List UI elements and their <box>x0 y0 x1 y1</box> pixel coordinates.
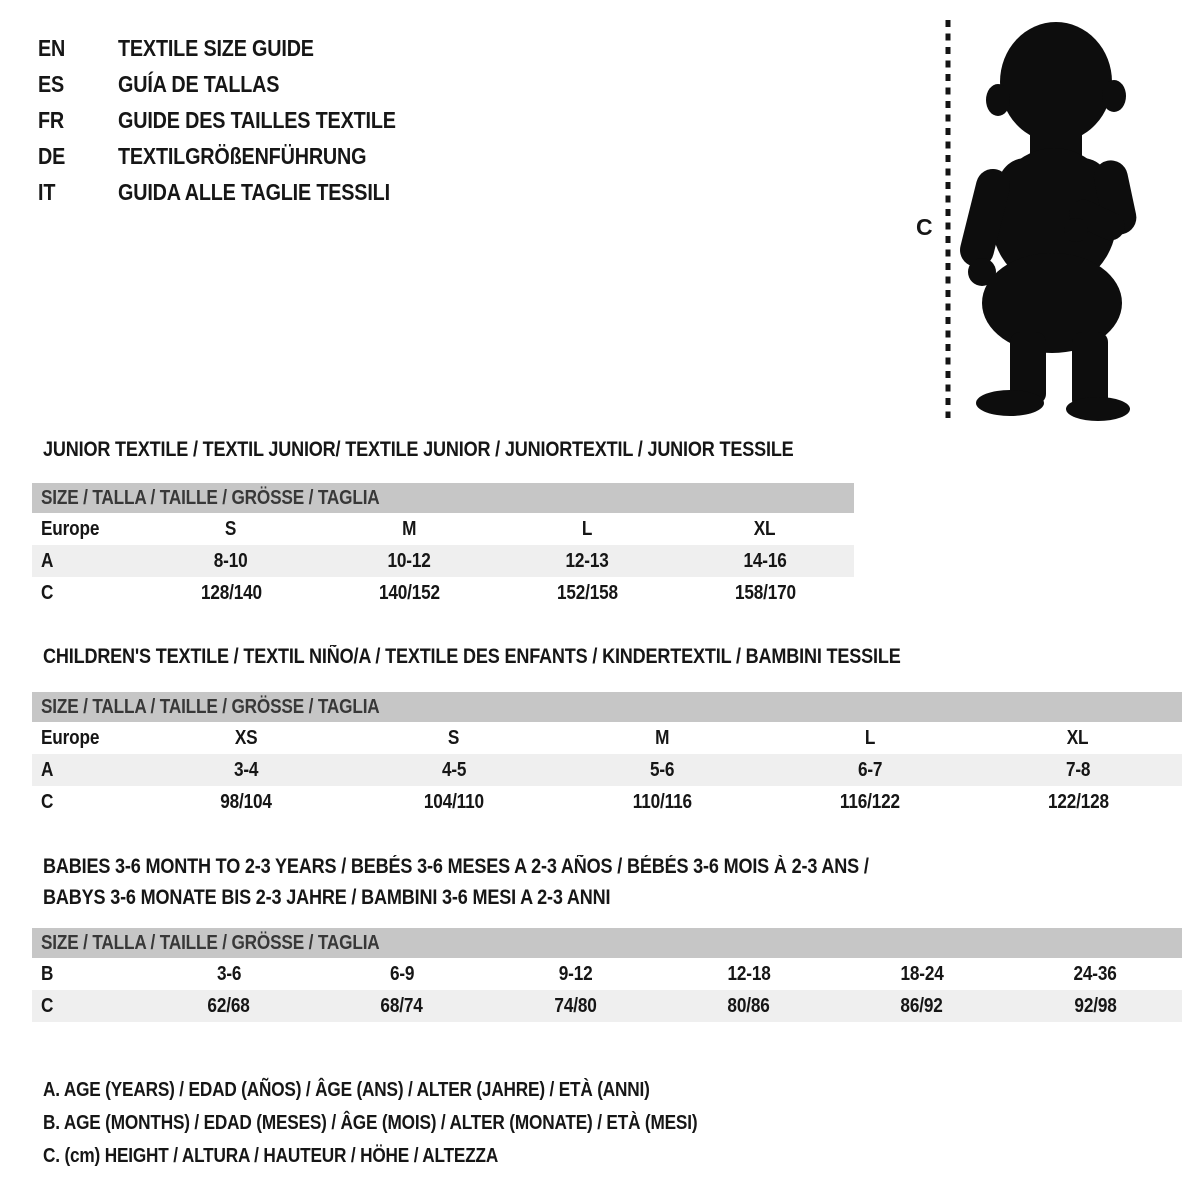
row-label: Europe <box>41 517 100 540</box>
cell-value: 12-18 <box>727 962 771 985</box>
cell-value: 7-8 <box>1065 758 1091 781</box>
section-heading-babies-line1: BABIES 3-6 MONTH TO 2-3 YEARS / BEBÉS 3-6 MESES A 2-3 AÑOS / BÉBÉS 3-6 MOIS À 2-3 ANS / <box>43 855 869 878</box>
cell-value: 92/98 <box>1074 994 1117 1017</box>
cell-value: 62/68 <box>207 994 250 1017</box>
cell-value: 68/74 <box>380 994 424 1017</box>
size-table-children <box>32 692 1182 818</box>
cell-value: 6-7 <box>857 758 883 781</box>
guide-title-fr: GUIDE DES TAILLES TEXTILE <box>118 106 396 133</box>
legend-line-b-text: B. AGE (MONTHS) / EDAD (MESES) / ÂGE (MOIS) / ALTER (MONATE) / ETÀ (MESI) <box>43 1112 698 1134</box>
row-label: C <box>41 994 54 1017</box>
cell-value: 74/80 <box>554 994 597 1017</box>
cell-value: 98/104 <box>220 790 272 813</box>
cell-value: 86/92 <box>900 994 944 1017</box>
language-code: FR <box>38 106 65 133</box>
row-label: Europe <box>41 726 100 749</box>
cell-value: 4-5 <box>441 758 467 781</box>
size-table-junior <box>32 483 854 609</box>
guide-title-es: GUÍA DE TALLAS <box>118 70 280 97</box>
cell-value: XL <box>1067 726 1089 749</box>
language-title-list <box>38 30 441 210</box>
size-bar-text: SIZE / TALLA / TAILLE / GRÖSSE / TAGLIA <box>41 695 380 718</box>
cell-value: 24-36 <box>1073 962 1117 985</box>
cell-value: L <box>864 726 876 749</box>
cell-value: L <box>581 517 593 540</box>
legend-line-c-text: C. (cm) HEIGHT / ALTURA / HAUTEUR / HÖHE / ALTEZZA <box>43 1145 499 1167</box>
size-bar <box>32 483 854 513</box>
language-code: DE <box>38 142 66 169</box>
cell-value: 80/86 <box>727 994 770 1017</box>
cell-value: S <box>225 517 237 540</box>
table-row-europe <box>32 722 1182 754</box>
table-row-height-cm <box>32 786 1182 818</box>
legend-line-a-text: A. AGE (YEARS) / EDAD (AÑOS) / ÂGE (ANS) / ALTER (JAHRE) / ETÀ (ANNI) <box>43 1079 650 1101</box>
legend-line-c <box>43 1140 804 1173</box>
size-bar <box>32 692 1182 722</box>
cell-value: 158/170 <box>734 581 796 604</box>
language-code: EN <box>38 34 66 61</box>
section-heading-babies <box>43 851 1003 913</box>
cell-value: 6-9 <box>389 962 415 985</box>
size-bar-text: SIZE / TALLA / TAILLE / GRÖSSE / TAGLIA <box>41 486 380 509</box>
section-heading-junior-text: JUNIOR TEXTILE / TEXTIL JUNIOR/ TEXTILE JUNIOR / JUNIORTEXTIL / JUNIOR TESSILE <box>43 438 794 461</box>
cell-value: M <box>401 517 417 540</box>
table-row-europe <box>32 513 854 545</box>
language-row-es <box>38 66 441 102</box>
section-heading-babies-line2: BABYS 3-6 MONATE BIS 2-3 JAHRE / BAMBINI 3-6 MESI A 2-3 ANNI <box>43 886 611 909</box>
cell-value: 140/152 <box>378 581 440 604</box>
guide-title-it: GUIDA ALLE TAGLIE TESSILI <box>118 178 390 205</box>
cell-value: 14-16 <box>743 549 787 572</box>
size-table-babies <box>32 928 1182 1022</box>
cell-value: 3-6 <box>216 962 241 985</box>
cell-value: 128/140 <box>200 581 262 604</box>
cell-value: M <box>654 726 670 749</box>
section-heading-children <box>43 641 1040 672</box>
language-row-it <box>38 174 441 210</box>
table-row-age-years <box>32 545 854 577</box>
cell-value: 3-4 <box>233 758 259 781</box>
guide-title-de: TEXTILGRÖßENFÜHRUNG <box>118 142 367 169</box>
legend-line-a <box>43 1074 804 1107</box>
table-row-age-months <box>32 958 1182 990</box>
cell-value: XS <box>234 726 258 749</box>
size-bar <box>32 928 1182 958</box>
cell-value: 10-12 <box>387 549 431 572</box>
size-bar-text: SIZE / TALLA / TAILLE / GRÖSSE / TAGLIA <box>41 931 380 954</box>
cell-value: 110/116 <box>632 790 692 813</box>
section-heading-junior <box>43 434 916 465</box>
row-label: A <box>41 549 54 572</box>
row-label: B <box>41 962 54 985</box>
height-measure-label: C <box>916 214 933 240</box>
cell-value: 9-12 <box>558 962 593 985</box>
cell-value: 8-10 <box>214 549 248 572</box>
section-heading-children-text: CHILDREN'S TEXTILE / TEXTIL NIÑO/A / TEXTILE DES ENFANTS / KINDERTEXTIL / BAMBINI TESSILE <box>43 645 901 668</box>
language-row-de <box>38 138 441 174</box>
cell-value: 116/122 <box>839 790 901 813</box>
toddler-silhouette-image <box>938 10 1168 425</box>
language-code: ES <box>38 70 65 97</box>
language-row-fr <box>38 102 441 138</box>
language-row-en <box>38 30 441 66</box>
guide-title-en: TEXTILE SIZE GUIDE <box>118 34 314 61</box>
measure-legend <box>43 1074 804 1173</box>
cell-value: S <box>448 726 460 749</box>
height-measure-figure <box>900 0 1200 440</box>
language-code: IT <box>38 178 56 205</box>
cell-value: 122/128 <box>1047 790 1109 813</box>
row-label: C <box>41 790 54 813</box>
legend-line-b <box>43 1107 804 1140</box>
cell-value: 12-13 <box>565 549 609 572</box>
table-row-age-years <box>32 754 1182 786</box>
cell-value: 152/158 <box>556 581 618 604</box>
cell-value: 5-6 <box>649 758 675 781</box>
toddler-body-shape <box>956 22 1139 421</box>
table-row-height-cm <box>32 577 854 609</box>
cell-value: XL <box>754 517 776 540</box>
cell-value: 18-24 <box>900 962 944 985</box>
row-label: C <box>41 581 54 604</box>
cell-value: 104/110 <box>423 790 485 813</box>
row-label: A <box>41 758 54 781</box>
table-row-height-cm <box>32 990 1182 1022</box>
